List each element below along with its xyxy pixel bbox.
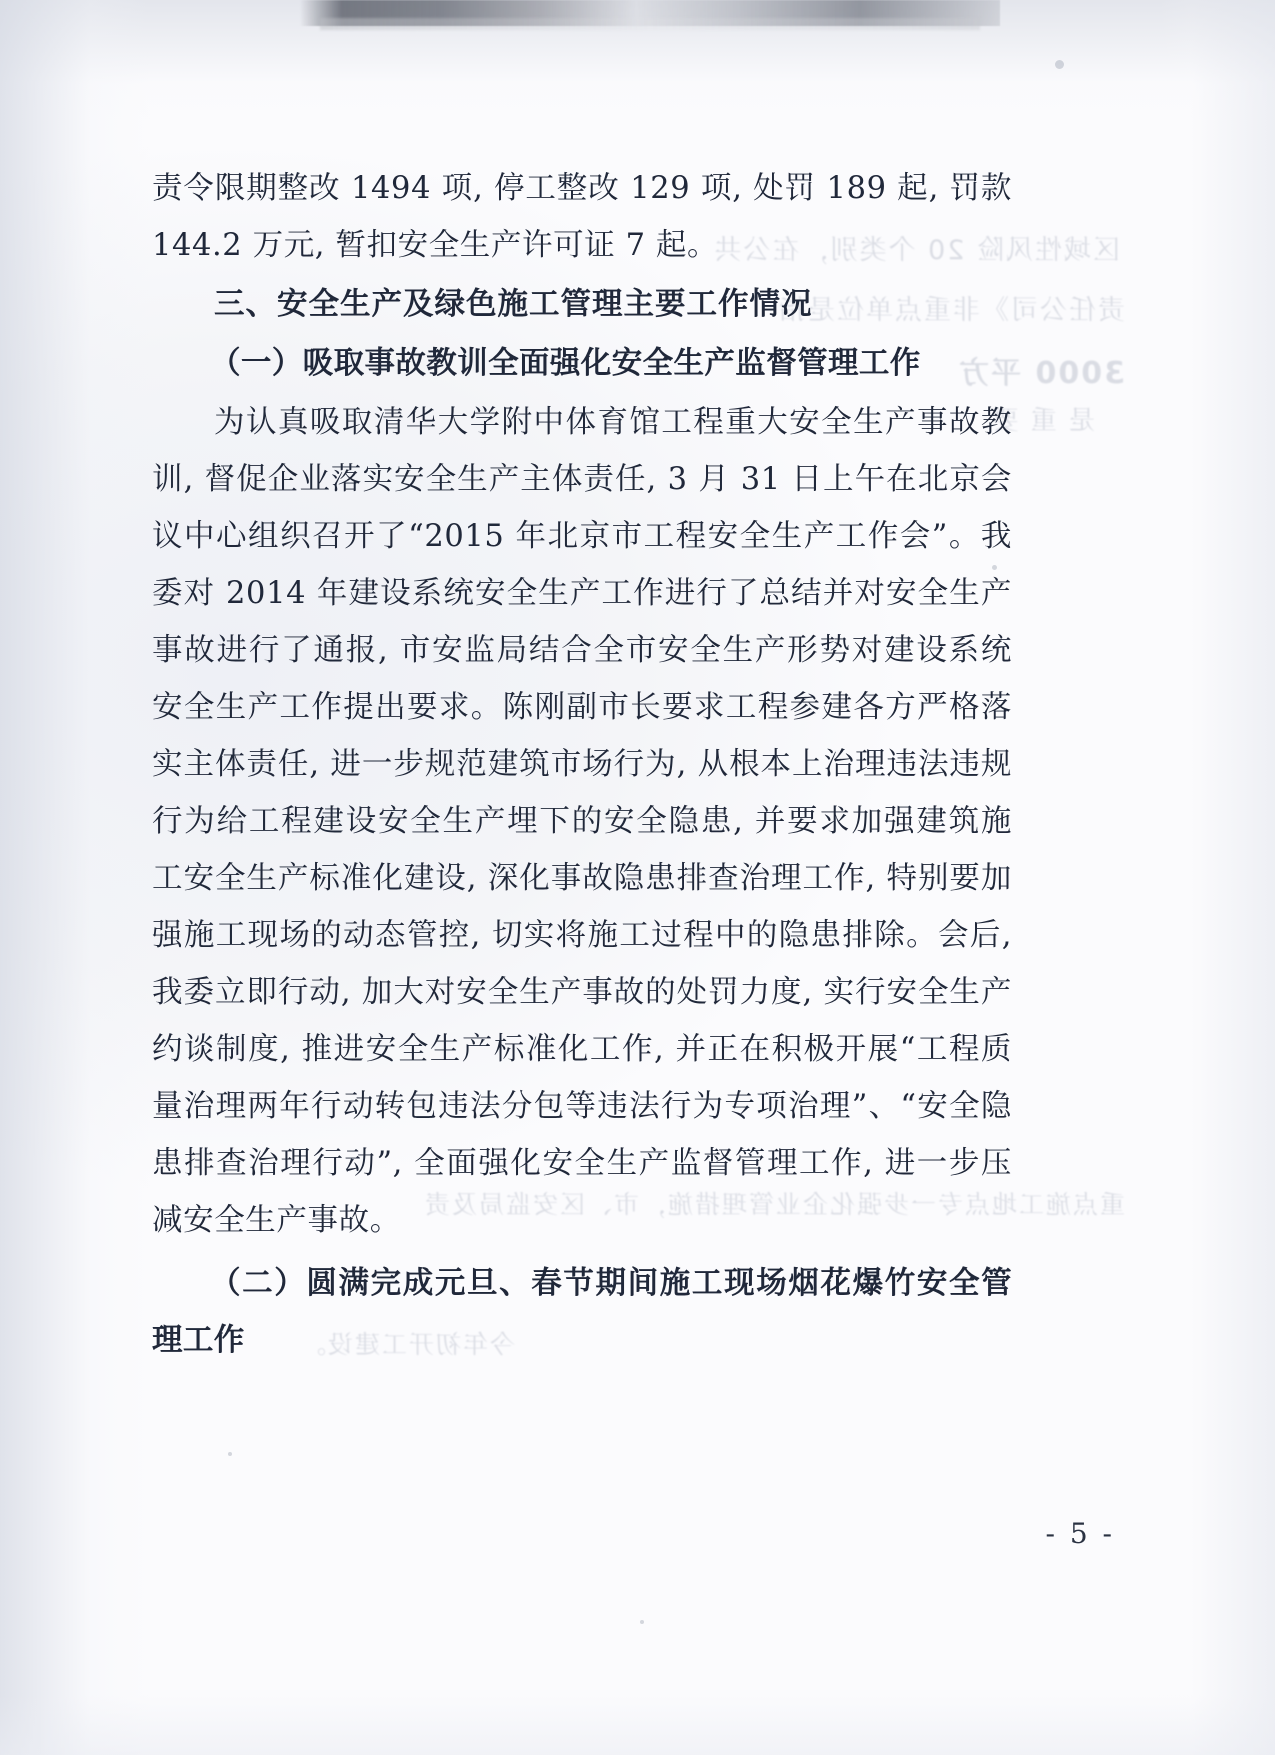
scan-shadow-top <box>0 0 1275 120</box>
scan-speckle <box>640 1620 644 1624</box>
page-number: - 5 - <box>1045 1517 1115 1550</box>
ghost-line: 是 重 要 <box>990 406 1095 436</box>
document-body <box>152 160 1012 1371</box>
paragraph-body: 为认真吸取清华大学附中体育馆工程重大安全生产事故教训, 督促企业落实安全生产主体责任, 3 月 31 日上午在北京会议中心组织召开了“2015 年北京市工程安全生产工作会”。我委对 2014 年建设系统安全生产工作进行了总结并对安全生产事故进行了通报, 市安监局结合全市安全生产形势对建设系统安全生产工作提出要求。陈刚副市长要求工程参建各方严格落实主体责任, 进一步规范建筑市场行为, 从根本上治理违法违规行为给工程建设安全生产埋下的安全隐患, 并要求加强建筑施工安全生产标准化建设, 深化事故隐患排查治理工作, 特别要加强施工现场的动态管控, 切实将施工过程中的隐患排除。会后, 我委立即行动, 加大对安全生产事故的处罚力度, 实行安全生产约谈制度, 推进安全生产标准化工作, 并正在积极开展“工程质量治理两年行动转包违法分包等违法行为专项治理”、“安全隐患排查治理行动”, 全面强化安全生产监督管理工作, 进一步压减安全生产事故。 <box>152 405 1012 1238</box>
scan-shadow-left <box>0 0 150 1755</box>
paragraph-continuation: 责令限期整改 1494 项, 停工整改 129 项, 处罚 189 起, 罚款 144.2 万元, 暂扣安全生产许可证 7 起。 <box>152 171 1012 263</box>
subsection-heading-1: （一）吸取事故教训全面强化安全生产监督管理工作 <box>210 345 921 381</box>
scan-smudge-top <box>300 0 1000 26</box>
scan-shadow-bottom <box>0 1695 1275 1755</box>
subsection-heading-2: （二）圆满完成元旦、春节期间施工现场烟花爆竹安全管理工作 <box>152 1265 1012 1358</box>
scan-speckle <box>228 1452 232 1456</box>
ghost-line: 今年初开工建设。 <box>298 1330 515 1359</box>
ghost-line: 区域性风险 20 个类别，在公共 <box>712 235 1120 266</box>
scan-shadow-right <box>1155 0 1275 1755</box>
scan-smudge-top-secondary <box>320 18 980 30</box>
section-heading: 三、安全生产及绿色施工管理主要工作情况 <box>214 286 813 322</box>
scan-speckle <box>1055 60 1064 69</box>
ghost-line: 重点施工地点专一步强化企业管理措施，市、区安监局及责 <box>422 1190 1125 1219</box>
ghost-line: 责任公司》非重点单位是指 <box>777 295 1125 326</box>
ghost-line: 3000 平方 <box>957 356 1125 391</box>
